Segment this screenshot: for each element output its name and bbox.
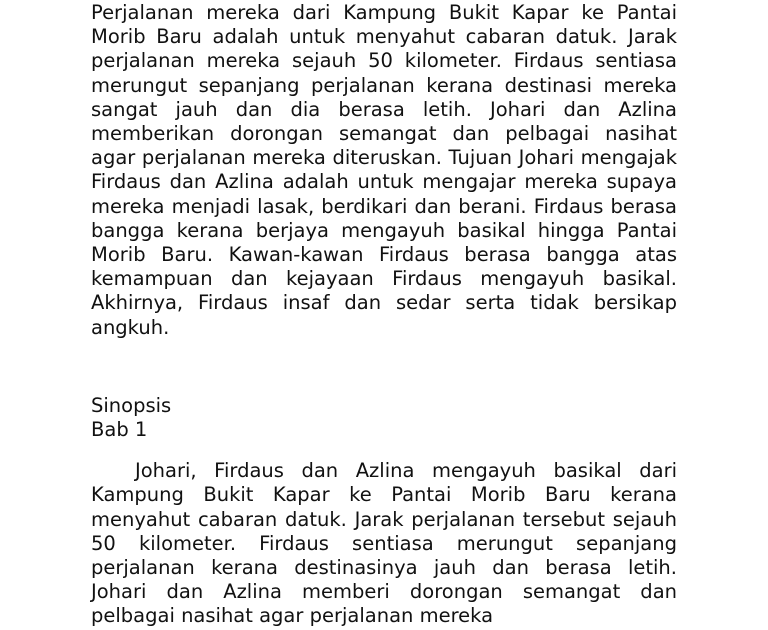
section-title: Sinopsis [91,393,172,417]
chapter-label: Bab 1 [91,418,148,442]
paragraph-1: Perjalanan mereka dari Kampung Bukit Kapar ke Pantai Morib Baru adalah untuk menyahut cabaran datuk. Jarak perjalanan mereka sejauh 50 kilometer. Firdaus sentiasa merungut sepanjang perjalanan kerana destinasi mereka sangat jauh dan dia berasa letih. Johari dan Azlina memberikan dorongan semangat dan pelbagai nasihat agar perjalanan mereka diteruskan. Tujuan Johari mengajak Firdaus dan Azlina adalah untuk mengajar mereka supaya mereka menjadi lasak, berdikari dan berani. Firdaus berasa bangga kerana berjaya mengayuh basikal hingga Pantai Morib Baru. Kawan-kawan Firdaus berasa bangga atas kemampuan dan kejayaan Firdaus mengayuh basikal. Akhirnya, Firdaus insaf dan sedar serta tidak bersikap angkuh. [91,1,677,339]
section-heading-block [91,394,677,442]
document-page [91,1,677,629]
paragraph-2: Johari, Firdaus dan Azlina mengayuh basikal dari Kampung Bukit Kapar ke Pantai Morib Baru kerana menyahut cabaran datuk. Jarak perjalanan tersebut sejauh 50 kilometer. Firdaus sentiasa merungut sepanjang perjalanan kerana destinasinya jauh dan berasa letih. Johari dan Azlina memberi dorongan semangat dan pelbagai nasihat agar perjalanan mereka [91,459,677,628]
